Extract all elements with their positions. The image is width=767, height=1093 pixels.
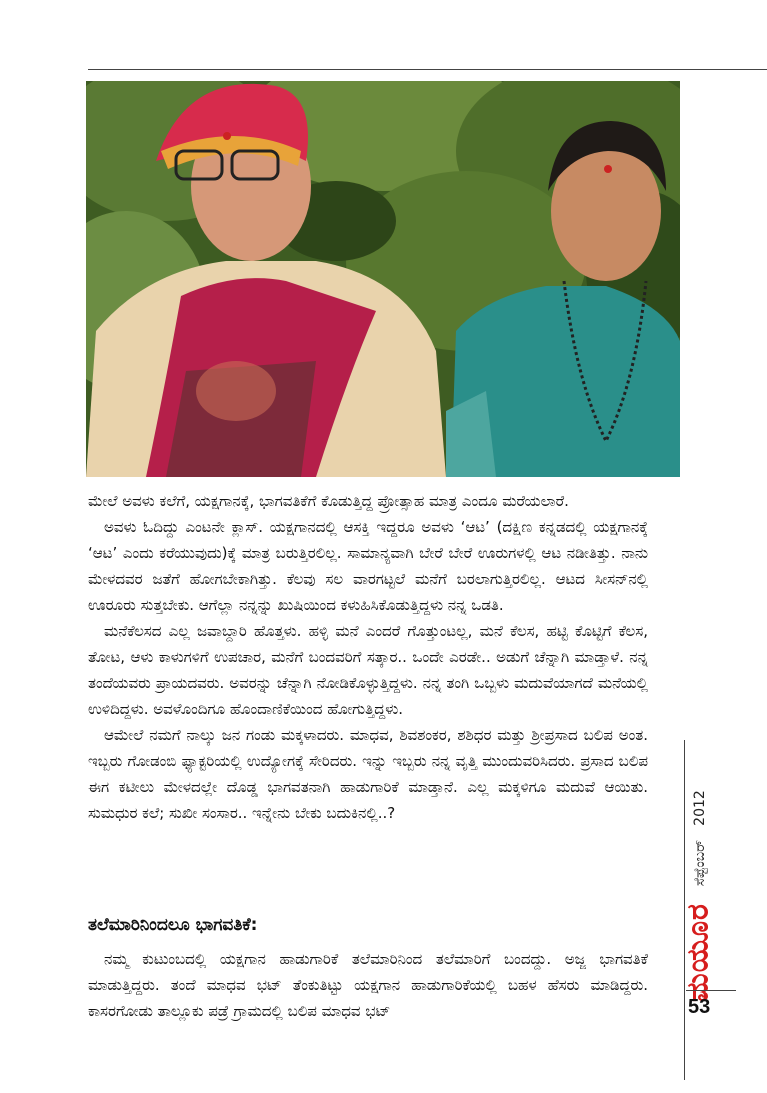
- paragraph-1: ಮೇಲೆ ಅವಳು ಕಲೆಗೆ, ಯಕ್ಷಗಾನಕ್ಕೆ, ಭಾಗವತಿಕೆಗೆ ಕೊಡುತ್ತಿದ್ದ ಪ್ರೋತ್ಸಾಹ ಮಾತ್ರ ಎಂದೂ ಮರೆಯಲಾರೆ.: [88, 492, 569, 510]
- page-number: 53: [688, 996, 711, 1018]
- section-heading: ತಲೆಮಾರಿನಿಂದಲೂ ಭಾಗವತಿಕೆ:: [88, 915, 258, 935]
- header-rule: [88, 69, 767, 70]
- couple-photo-illustration: [86, 81, 680, 477]
- paragraph-5: ನಮ್ಮ ಕುಟುಂಬದಲ್ಲಿ ಯಕ್ಷಗಾನ ಹಾಡುಗಾರಿಕೆ ತಲೆಮಾರಿನಿಂದ ತಲೆಮಾರಿಗೆ ಬಂದದ್ದು. ಅಜ್ಜ ಭಾಗವತಿಕೆ ಮಾಡುತ್ತಿದ್ದರು. ತಂದೆ ಮಾಧವ ಭಟ್ ತೆಂಕುತಿಟ್ಟು ಯಕ್ಷಗಾನ ಹಾಡುಗಾರಿಕೆಯಲ್ಲಿ ಬಹಳ ಹೆಸರು ಮಾಡಿದ್ದರು. ಕಾಸರಗೋಡು ತಾಲ್ಲೂಕು ಪಡ್ರೆ ಗ್ರಾಮದಲ್ಲಿ ಬಲಿಪ ಮಾಧವ ಭಟ್: [88, 950, 648, 1020]
- paragraph-3: ಮನೆಕೆಲಸದ ಎಲ್ಲ ಜವಾಬ್ದಾರಿ ಹೊತ್ತಳು. ಹಳ್ಳಿ ಮನೆ ಎಂದರೆ ಗೊತ್ತುಂಟಲ್ಲ, ಮನೆ ಕೆಲಸ, ಹಟ್ಟಿ ಕೊಟ್ಟಿಗೆ ಕೆಲಸ, ತೋಟ, ಆಳು ಕಾಳುಗಳಿಗೆ ಉಪಚಾರ, ಮನೆಗೆ ಬಂದವರಿಗೆ ಸತ್ಕಾರ.. ಒಂದೇ ಎರಡೇ.. ಅಡುಗೆ ಚೆನ್ನಾಗಿ ಮಾಡ್ತಾಳೆ. ನನ್ನ ತಂದೆಯವರು ಪ್ರಾಯದವರು. ಅವರನ್ನು ಚೆನ್ನಾಗಿ ನೋಡಿಕೊಳ್ಳುತ್ತಿದ್ದಳು. ನನ್ನ ತಂಗಿ ಒಬ್ಬಳು ಮದುವೆಯಾಗದೆ ಮನೆಯಲ್ಲಿ ಉಳಿದಿದ್ದಳು. ಅವಳೊಂದಿಗೂ ಹೊಂದಾಣಿಕೆಯಿಂದ ಹೋಗುತ್ತಿದ್ದಳು.: [88, 622, 648, 718]
- paragraph-2: ಅವಳು ಓದಿದ್ದು ಎಂಟನೇ ಕ್ಲಾಸ್. ಯಕ್ಷಗಾನದಲ್ಲಿ ಆಸಕ್ತಿ ಇದ್ದರೂ ಅವಳು ‘ಆಟ’ (ದಕ್ಷಿಣ ಕನ್ನಡದಲ್ಲಿ ಯಕ್ಷಗಾನಕ್ಕೆ ‘ಆಟ’ ಎಂದು ಕರೆಯುವುದು)ಕ್ಕೆ ಮಾತ್ರ ಬರುತ್ತಿರಲಿಲ್ಲ. ಸಾಮಾನ್ಯವಾಗಿ ಬೇರೆ ಬೇರೆ ಊರುಗಳಲ್ಲಿ ಆಟ ನಡೀತಿತ್ತು. ನಾನು ಮೇಳದವರ ಜತೆಗೆ ಹೋಗಬೇಕಾಗಿತ್ತು. ಕೆಲವು ಸಲ ವಾರಗಟ್ಟಲೆ ಮನೆಗೆ ಬರಲಾಗುತ್ತಿರಲಿಲ್ಲ. ಆಟದ ಸೀಸನ್‌ನಲ್ಲಿ ಊರೂರು ಸುತ್ತಬೇಕು. ಆಗೆಲ್ಲಾ ನನ್ನನ್ನು ಖುಷಿಯಿಂದ ಕಳುಹಿಸಿಕೊಡುತ್ತಿದ್ದಳು ನನ್ನ ಒಡತಿ.: [88, 518, 648, 614]
- article-body-top: [88, 488, 648, 826]
- paragraph-4: ಆಮೇಲೆ ನಮಗೆ ನಾಲ್ಕು ಜನ ಗಂಡು ಮಕ್ಕಳಾದರು. ಮಾಧವ, ಶಿವಶಂಕರ, ಶಶಿಧರ ಮತ್ತು ಶ್ರೀಪ್ರಸಾದ ಬಲಿಪ ಅಂತ. ಇಬ್ಬರು ಗೋಡಂಬಿ ಫ್ಯಾಕ್ಟರಿಯಲ್ಲಿ ಉದ್ಯೋಗಕ್ಕೆ ಸೇರಿದರು. ಇನ್ನು ಇಬ್ಬರು ನನ್ನ ವೃತ್ತಿ ಮುಂದುವರಿಸಿದರು. ಪ್ರಸಾದ ಬಲಿಪ ಈಗ ಕಟೀಲು ಮೇಳದಲ್ಲೇ ದೊಡ್ಡ ಭಾಗವತನಾಗಿ ಹಾಡುಗಾರಿಕೆ ಮಾಡ್ತಾನೆ. ಎಲ್ಲ ಮಕ್ಕಳಿಗೂ ಮದುವೆ ಆಯಿತು. ಸುಮಧುರ ಕಲೆ; ಸುಖೀ ಸಂಸಾರ.. ಇನ್ನೇನು ಬೇಕು ಬದುಕಿನಲ್ಲಿ..?: [88, 726, 648, 822]
- page-number-rule: [686, 990, 736, 991]
- issue-month: ಸೆಪ್ಟೆಂಬರ್: [692, 839, 708, 887]
- issue-year: 2012: [692, 790, 708, 826]
- article-body-bottom: [88, 946, 648, 1024]
- article-photo: [86, 81, 680, 477]
- magazine-name: ಮಯೂರ: [680, 903, 716, 1002]
